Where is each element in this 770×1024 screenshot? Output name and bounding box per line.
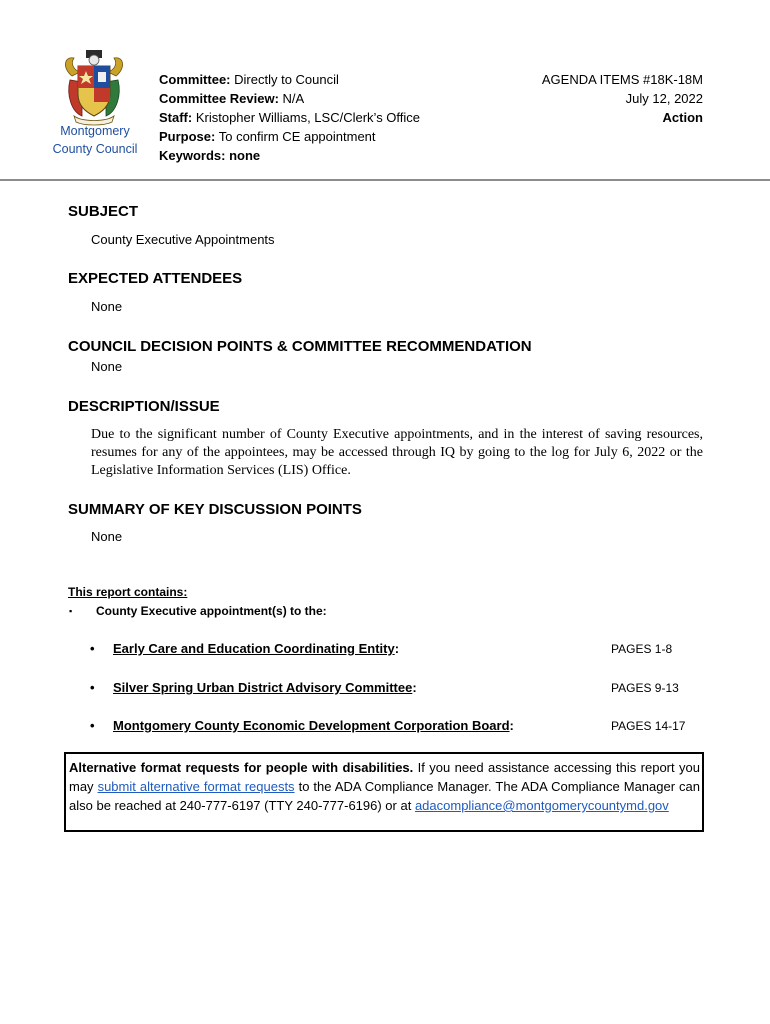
agenda-info: [542, 70, 703, 127]
notice-text-1: If you need assistance accessing this report you may: [69, 760, 700, 794]
meeting-metadata: [159, 70, 420, 165]
purpose-label: Purpose:: [159, 129, 216, 144]
list-item: [90, 680, 417, 695]
square-bullet-icon: ▪: [69, 606, 73, 616]
staff-label: Staff:: [159, 110, 193, 125]
organization-name: [40, 122, 150, 158]
report-contents-heading: This report contains:: [68, 585, 188, 599]
appointment-name: Early Care and Education Coordinating Entity: [113, 641, 395, 656]
organization-name-line1: Montgomery: [60, 124, 130, 138]
decision-text: None: [91, 359, 123, 374]
appointments-line: County Executive appointment(s) to the:: [96, 604, 327, 618]
alternative-format-link[interactable]: submit alternative format requests: [97, 779, 295, 794]
appointment-name: Montgomery County Economic Development Corporation Board: [113, 718, 510, 733]
notice-text-2: to the ADA Compliance Manager. The ADA Compliance Manager can also be reached at 240-777-6197 (TTY 240-777-6196) or at: [69, 779, 701, 813]
bullet-icon: •: [90, 718, 95, 733]
page-range: PAGES 14-17: [611, 719, 686, 733]
summary-heading: SUMMARY OF KEY DISCUSSION POINTS: [68, 501, 362, 518]
committee-label: Committee:: [159, 72, 231, 87]
appointment-colon: :: [412, 680, 417, 695]
appointment-name: Silver Spring Urban District Advisory Committee: [113, 680, 413, 695]
bullet-icon: •: [90, 641, 95, 656]
staff-line: [159, 108, 420, 127]
committee-review-line: [159, 89, 420, 108]
notice-bold-text: Alternative format requests for people with disabilities.: [69, 760, 414, 775]
agenda-items: AGENDA ITEMS #18K-18M: [541, 72, 703, 87]
action-label: Action: [662, 110, 703, 125]
committee-line: [159, 70, 420, 89]
description-text: Due to the significant number of County Executive appointments, and in the interest of saving resources, resumes for any of the appointees, may be accessed through IQ by going to the log for July 6, 2022 or the Legislative Information Services (LIS) Office.: [91, 427, 703, 478]
purpose-line: [159, 127, 420, 146]
list-item: [90, 641, 399, 656]
staff-value: Kristopher Williams, LSC/Clerk’s Office: [195, 110, 421, 125]
appointment-colon: :: [509, 718, 514, 733]
committee-review-label: Committee Review:: [159, 91, 279, 106]
subject-text: County Executive Appointments: [91, 232, 275, 247]
keywords-line: [159, 146, 420, 165]
header-divider: [0, 179, 770, 181]
ada-email-link[interactable]: adacompliance@montgomerycountymd.gov: [414, 798, 669, 813]
decision-heading: COUNCIL DECISION POINTS & COMMITTEE RECOMMENDATION: [68, 338, 532, 355]
attendees-text: None: [91, 299, 123, 314]
page-range: PAGES 9-13: [611, 681, 679, 695]
purpose-value: To confirm CE appointment: [218, 129, 376, 144]
committee-value: Directly to Council: [234, 72, 339, 87]
county-seal-icon: [58, 46, 130, 126]
keywords-label: Keywords:: [159, 148, 226, 163]
list-item: [90, 718, 514, 733]
keywords-value: none: [229, 148, 261, 163]
meeting-date: July 12, 2022: [625, 91, 703, 106]
description-heading: DESCRIPTION/ISSUE: [68, 398, 220, 415]
accessibility-notice: [64, 752, 704, 832]
summary-text: None: [91, 529, 123, 544]
committee-review-value: N/A: [282, 91, 305, 106]
organization-name-line2: County Council: [52, 142, 138, 156]
page-range: PAGES 1-8: [611, 642, 673, 656]
bullet-icon: •: [90, 680, 95, 695]
subject-heading: SUBJECT: [68, 203, 139, 220]
appointment-colon: :: [394, 641, 400, 656]
attendees-heading: EXPECTED ATTENDEES: [68, 270, 243, 287]
